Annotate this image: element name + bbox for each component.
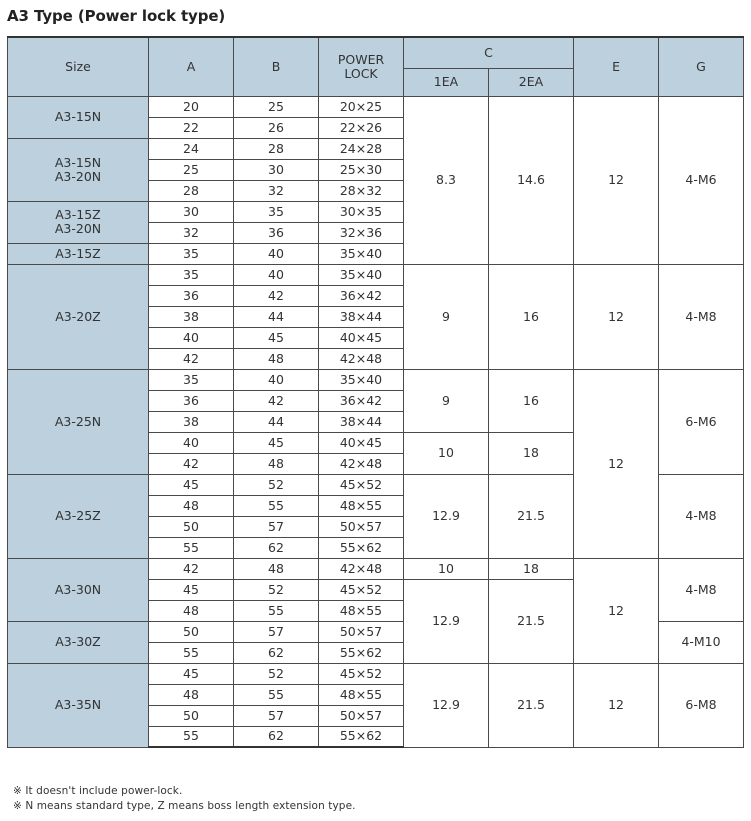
cell-power-lock: 35×40 <box>319 369 404 390</box>
cell-c-1ea: 9 <box>404 369 489 432</box>
header-power-lock-line2: LOCK <box>344 65 378 81</box>
cell-power-lock: 55×62 <box>319 726 404 747</box>
cell-a: 55 <box>149 726 234 747</box>
cell-g: 4-M8 <box>659 558 744 621</box>
cell-b: 44 <box>234 306 319 327</box>
size-cell-a3-30z <box>8 621 149 663</box>
cell-e: 12 <box>574 96 659 264</box>
cell-power-lock: 40×45 <box>319 327 404 348</box>
cell-a: 50 <box>149 705 234 726</box>
cell-b: 52 <box>234 474 319 495</box>
cell-b: 32 <box>234 180 319 201</box>
cell-power-lock: 42×48 <box>319 348 404 369</box>
cell-c-2ea: 16 <box>489 369 574 432</box>
cell-c-1ea: 12.9 <box>404 663 489 747</box>
cell-b: 40 <box>234 243 319 264</box>
cell-a: 40 <box>149 327 234 348</box>
cell-c-1ea: 9 <box>404 264 489 369</box>
cell-power-lock: 38×44 <box>319 306 404 327</box>
header-power-lock-line1: POWER <box>337 51 385 67</box>
cell-a: 32 <box>149 222 234 243</box>
cell-a: 45 <box>149 474 234 495</box>
cell-a: 40 <box>149 432 234 453</box>
cell-power-lock: 35×40 <box>319 264 404 285</box>
cell-a: 35 <box>149 369 234 390</box>
size-cell-a3-15z-a3-20n <box>8 201 149 243</box>
cell-power-lock: 42×48 <box>319 558 404 579</box>
table-row <box>8 96 744 117</box>
cell-a: 22 <box>149 117 234 138</box>
cell-c-2ea: 16 <box>489 264 574 369</box>
cell-power-lock: 36×42 <box>319 390 404 411</box>
cell-power-lock: 35×40 <box>319 243 404 264</box>
cell-g: 6-M8 <box>659 663 744 747</box>
cell-power-lock: 36×42 <box>319 285 404 306</box>
cell-e: 12 <box>574 264 659 369</box>
cell-power-lock: 28×32 <box>319 180 404 201</box>
cell-b: 45 <box>234 432 319 453</box>
header-b: B <box>234 37 319 96</box>
cell-c-2ea: 21.5 <box>489 474 574 558</box>
cell-a: 36 <box>149 390 234 411</box>
size-label: A3-15N <box>54 154 102 170</box>
cell-b: 52 <box>234 579 319 600</box>
cell-c-1ea: 12.9 <box>404 579 489 663</box>
cell-c-1ea: 10 <box>404 432 489 474</box>
cell-e: 12 <box>574 663 659 747</box>
cell-a: 42 <box>149 558 234 579</box>
size-cell-a3-30n <box>8 558 149 621</box>
cell-a: 20 <box>149 96 234 117</box>
cell-c-2ea: 18 <box>489 432 574 474</box>
cell-power-lock: 45×52 <box>319 474 404 495</box>
table-row <box>8 663 744 684</box>
cell-power-lock: 38×44 <box>319 411 404 432</box>
cell-a: 28 <box>149 180 234 201</box>
cell-power-lock: 48×55 <box>319 495 404 516</box>
cell-a: 48 <box>149 600 234 621</box>
footnotes <box>13 784 356 814</box>
cell-power-lock: 50×57 <box>319 705 404 726</box>
cell-b: 52 <box>234 663 319 684</box>
cell-a: 42 <box>149 453 234 474</box>
cell-g: 4-M8 <box>659 474 744 558</box>
cell-power-lock: 20×25 <box>319 96 404 117</box>
size-label: A3-35N <box>54 697 102 712</box>
cell-b: 48 <box>234 453 319 474</box>
cell-a: 50 <box>149 621 234 642</box>
cell-a: 48 <box>149 495 234 516</box>
header-c-1ea: 1EA <box>404 68 489 96</box>
cell-a: 45 <box>149 663 234 684</box>
size-label: A3-30N <box>54 581 102 597</box>
cell-c-2ea: 21.5 <box>489 663 574 747</box>
cell-b: 40 <box>234 264 319 285</box>
size-cell-a3-15n <box>8 96 149 138</box>
cell-a: 45 <box>149 579 234 600</box>
cell-c-1ea: 12.9 <box>404 474 489 558</box>
size-label: A3-25N <box>54 413 102 429</box>
cell-b: 48 <box>234 348 319 369</box>
cell-b: 55 <box>234 495 319 516</box>
cell-power-lock: 45×52 <box>319 663 404 684</box>
header-size: Size <box>8 37 149 96</box>
cell-power-lock: 50×57 <box>319 621 404 642</box>
cell-power-lock: 22×26 <box>319 117 404 138</box>
size-cell-a3-25z <box>8 474 149 558</box>
cell-power-lock: 48×55 <box>319 684 404 705</box>
cell-b: 57 <box>234 516 319 537</box>
cell-b: 42 <box>234 285 319 306</box>
size-cell-a3-25n <box>8 369 149 474</box>
cell-b: 40 <box>234 369 319 390</box>
header-row <box>8 37 744 68</box>
cell-g: 4-M8 <box>659 264 744 369</box>
cell-a: 36 <box>149 285 234 306</box>
cell-a: 55 <box>149 537 234 558</box>
cell-a: 38 <box>149 306 234 327</box>
cell-power-lock: 40×45 <box>319 432 404 453</box>
table-row <box>8 264 744 285</box>
size-cell-a3-20z <box>8 264 149 369</box>
cell-b: 62 <box>234 537 319 558</box>
header-g: G <box>659 37 744 96</box>
size-label: A3-15N <box>54 109 102 124</box>
cell-a: 38 <box>149 411 234 432</box>
cell-c-2ea: 14.6 <box>489 96 574 264</box>
size-label: A3-20N <box>54 168 102 184</box>
cell-b: 42 <box>234 390 319 411</box>
cell-c-2ea: 18 <box>489 558 574 579</box>
cell-g: 6-M6 <box>659 369 744 474</box>
footnote: ※ N means standard type, Z means boss length extension type. <box>13 800 356 812</box>
cell-b: 25 <box>234 96 319 117</box>
size-label: A3-20Z <box>55 308 101 324</box>
page-title: A3 Type (Power lock type) <box>7 7 226 25</box>
footnote: ※ It doesn't include power-lock. <box>13 785 183 797</box>
cell-power-lock: 25×30 <box>319 159 404 180</box>
cell-b: 57 <box>234 621 319 642</box>
header-c-2ea: 2EA <box>489 68 574 96</box>
cell-c-2ea: 21.5 <box>489 579 574 663</box>
cell-b: 62 <box>234 726 319 747</box>
cell-power-lock: 55×62 <box>319 537 404 558</box>
size-cell-a3-35n <box>8 663 149 747</box>
cell-a: 35 <box>149 243 234 264</box>
cell-a: 35 <box>149 264 234 285</box>
cell-b: 57 <box>234 705 319 726</box>
size-label: A3-15Z <box>55 207 101 222</box>
table-row <box>8 558 744 579</box>
cell-a: 55 <box>149 642 234 663</box>
cell-e: 12 <box>574 558 659 663</box>
cell-power-lock: 50×57 <box>319 516 404 537</box>
size-label: A3-30Z <box>55 634 101 649</box>
size-cell-a3-15n-a3-20n <box>8 138 149 201</box>
header-e: E <box>574 37 659 96</box>
cell-e: 12 <box>574 369 659 558</box>
cell-b: 62 <box>234 642 319 663</box>
size-label: A3-20N <box>54 221 102 236</box>
cell-a: 42 <box>149 348 234 369</box>
cell-b: 45 <box>234 327 319 348</box>
header-a: A <box>149 37 234 96</box>
cell-power-lock: 55×62 <box>319 642 404 663</box>
cell-c-1ea: 8.3 <box>404 96 489 264</box>
cell-b: 26 <box>234 117 319 138</box>
header-power-lock <box>319 37 404 96</box>
cell-b: 36 <box>234 222 319 243</box>
size-label: A3-25Z <box>55 508 101 523</box>
cell-b: 48 <box>234 558 319 579</box>
spec-table <box>7 36 744 748</box>
cell-g: 4-M6 <box>659 96 744 264</box>
cell-g: 4-M10 <box>659 621 744 663</box>
cell-power-lock: 30×35 <box>319 201 404 222</box>
cell-power-lock: 45×52 <box>319 579 404 600</box>
cell-power-lock: 48×55 <box>319 600 404 621</box>
cell-power-lock: 32×36 <box>319 222 404 243</box>
cell-a: 50 <box>149 516 234 537</box>
cell-b: 55 <box>234 684 319 705</box>
cell-b: 30 <box>234 159 319 180</box>
size-label: A3-15Z <box>55 245 101 261</box>
cell-b: 35 <box>234 201 319 222</box>
cell-b: 44 <box>234 411 319 432</box>
cell-a: 48 <box>149 684 234 705</box>
size-cell-a3-15z <box>8 243 149 264</box>
header-c: C <box>404 37 574 68</box>
cell-a: 30 <box>149 201 234 222</box>
cell-b: 55 <box>234 600 319 621</box>
cell-power-lock: 42×48 <box>319 453 404 474</box>
cell-b: 28 <box>234 138 319 159</box>
cell-power-lock: 24×28 <box>319 138 404 159</box>
cell-c-1ea: 10 <box>404 558 489 579</box>
cell-a: 25 <box>149 159 234 180</box>
cell-a: 24 <box>149 138 234 159</box>
table-row <box>8 369 744 390</box>
